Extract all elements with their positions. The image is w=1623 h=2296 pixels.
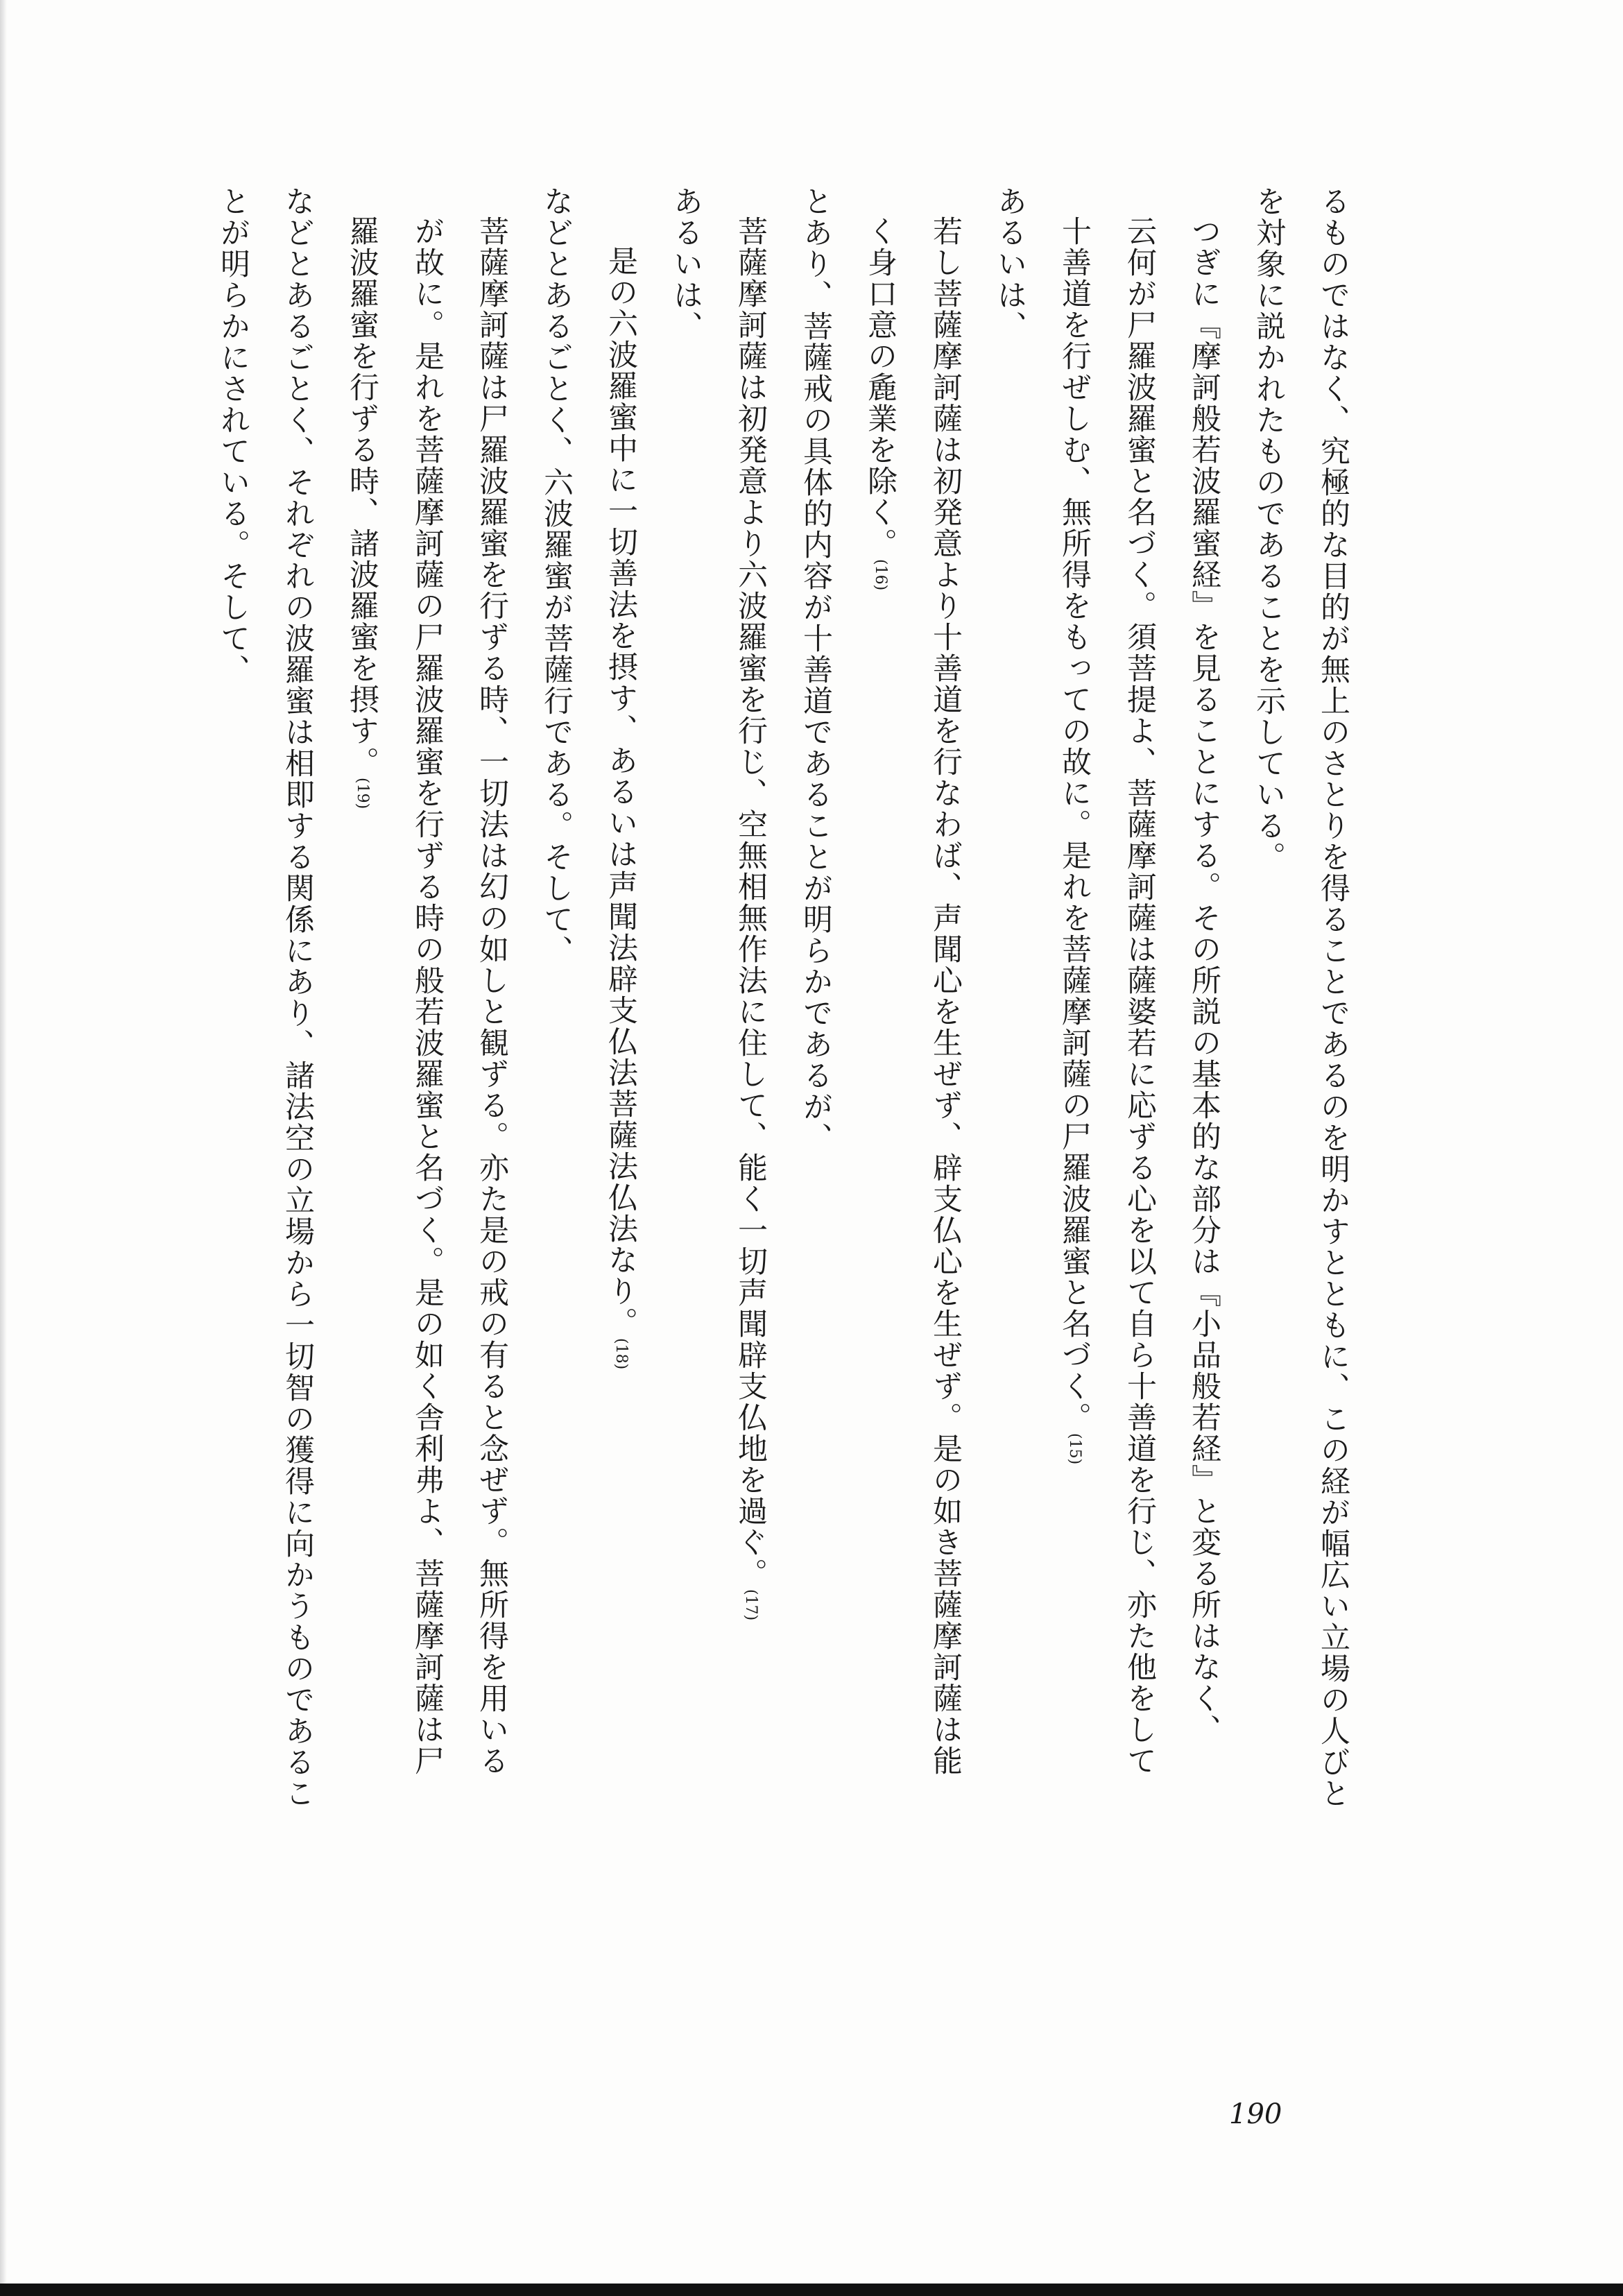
scan-edge-bottom (0, 2284, 1623, 2296)
footnote-marker: (16) (872, 559, 889, 591)
text-line: とが明らかにされている。そして、 (216, 186, 250, 685)
text-line: 若し菩薩摩訶薩は初発意より十善道を行なわば、声聞心を生ぜず、辟支仏心を生ぜず。是の如き菩薩摩訶薩は能 (928, 216, 963, 1776)
text-line: が故に。是れを菩薩摩訶薩の尸羅波羅蜜を行ずる時の般若波羅蜜と名づく。是の如く舎利弗よ、菩薩摩訶薩は尸 (410, 216, 445, 1776)
text-line: るものではなく、究極的な目的が無上のさとりを得ることであるのを明かすとともに、この経が幅広い立場の人びと (1316, 186, 1350, 1809)
footnote-marker: (18) (612, 1338, 630, 1370)
page-number: 190 (1229, 2098, 1282, 2130)
text-line: などとあるごとく、六波羅蜜が菩薩行である。そして、 (539, 186, 574, 966)
vertical-text-body (200, 186, 1365, 2045)
footnote-marker: (15) (1066, 1433, 1083, 1465)
text-line: 菩薩摩訶薩は初発意より六波羅蜜を行じ、空無相無作法に住して、能く一切声聞辟支仏地を過ぐ。(17) (733, 216, 768, 1621)
text-line: などとあるごとく、それぞれの波羅蜜は相即する関係にあり、諸法空の立場から一切智の獲得に向かうものであるこ (280, 186, 315, 1809)
scan-shadow-left (0, 0, 7, 2296)
text-line: く身口意の麁業を除く。(16) (863, 216, 898, 591)
footnote-marker: (19) (354, 778, 371, 809)
text-line: あるいは、 (993, 186, 1027, 342)
text-line: 云何が尸羅波羅蜜と名づく。須菩提よ、菩薩摩訶薩は薩婆若に応ずる心を以て自ら十善道を行じ、亦た他をして (1122, 216, 1157, 1776)
footnote-marker: (17) (742, 1589, 759, 1621)
text-line: つぎに『摩訶般若波羅蜜経』を見ることにする。その所説の基本的な部分は『小品般若経』と変る所はなく、 (1187, 216, 1221, 1745)
text-line: 羅波羅蜜を行ずる時、諸波羅蜜を摂す。(19) (345, 216, 379, 809)
text-line: 是の六波羅蜜中に一切善法を摂す、あるいは声聞法辟支仏法菩薩法仏法なり。(18) (603, 246, 638, 1370)
text-line: 十善道を行ぜしむ、無所得をもっての故に。是れを菩薩摩訶薩の尸羅波羅蜜と名づく。(15) (1057, 216, 1092, 1465)
text-line: とあり、菩薩戒の具体的内容が十善道であることが明らかであるが、 (798, 186, 833, 1154)
text-line: を対象に説かれたものであることを示している。 (1251, 186, 1286, 873)
text-line: 菩薩摩訶薩は尸羅波羅蜜を行ずる時、一切法は幻の如しと観ずる。亦た是の戒の有ると念ぜず。無所得を用いる (474, 216, 509, 1776)
text-line: あるいは、 (669, 186, 703, 342)
